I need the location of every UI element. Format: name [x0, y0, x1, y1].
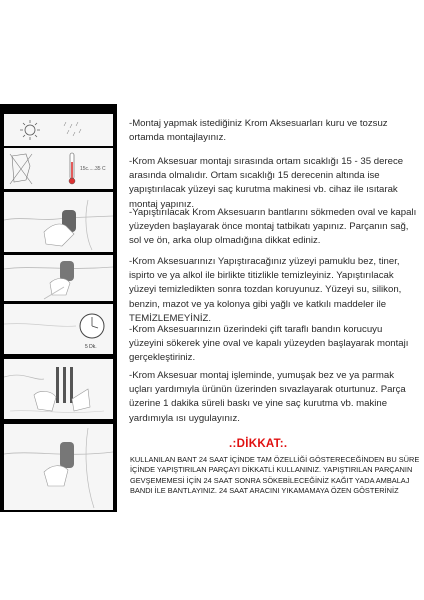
panel-dry-environment: [4, 114, 113, 146]
illustration-strip: [0, 104, 117, 512]
temperature-label: 15c.....35 C: [80, 166, 106, 172]
panel-press: [4, 424, 113, 510]
instruction-4: -Krom Aksesuarınızı Yapıştıracağınız yüzeyi pamuklu bez, tiner, ispirto ve ya alkol ile birlikte titizlikle temizleyiniz. Yapıştırılacak yüzeyi temizledikten sonra tozdan koruyunuz. Yüzeyi su, silikon, benzin, mazot ve ya kolonya gibi yağlı ve katkılı maddeler ile TEMİZLEMEYİNİZ.: [129, 256, 402, 324]
thermometer-icon: [69, 153, 75, 184]
warning-title: .:DİKKAT:.: [229, 438, 288, 450]
instruction-6: -Krom Aksesuar montaj işleminde, yumuşak bez ve ya parmak uçları yardımıyla ürünün üzerinden sıvazlayarak oturtunuz. Parça üzerine 1 dakika süreli baskı ve yine saç kurutma vb. makine yardımıyla ısı uygulayınız.: [129, 370, 406, 424]
warning-body: KULLANILAN BANT 24 SAAT İÇİNDE TAM ÖZELLİĞİ GÖSTERECEĞİNDEN BU SÜRE İÇİNDE YAPIŞTIRILAN PARÇAYI DİKKATLİ KULLANINIZ. YAPIŞTIRILAN PARÇANIN GEVŞEMEMESİ İÇİN 24 SAAT SONRA SÖKEBİLECEĞİNİZ KAĞIT YADA AMBALAJ BANDI İLE BANTLAYINIZ. 24 SAAT ARACINI YIKAMAMAYA ÖZEN GÖSTERİNİZ: [130, 455, 420, 496]
instruction-1: -Montaj yapmak istediğiniz Krom Aksesuarları kuru ve tozsuz ortamda montajlayınız.: [129, 118, 388, 144]
instruction-3: -Yapıştırılacak Krom Aksesuarın bantlarını sökmeden oval ve kapalı yüzeyden başlayarak önce montaj tatbikatı yapınız. Parçanın sağ, sol ve ön, arka olup olmadığına dikkat ediniz.: [129, 207, 417, 247]
panel-trial-fit: [4, 192, 113, 252]
clock-label: 5 Dk.: [85, 344, 97, 350]
instruction-5: -Krom Aksesuarınızın üzerindeki çift taraflı bandın korucuyu yüzeyini sökerek yine oval ve kapalı yüzeyden başlayarak montajı gerçekleştiriniz.: [129, 324, 409, 364]
panel-peel-tape: [4, 359, 113, 419]
instruction-2: -Krom Aksesuar montajı sırasında ortam sıcaklığı 15 - 35 derece arasında olmalıdır. Ortam sıcaklığı 15 derecenin altında ise yapıştırılacak yüzeyi saç kurutma makinesi vb. cihaz ile ısıtarak montaj yapınız.: [129, 156, 404, 210]
sun-icon: [4, 114, 113, 146]
panel-cleaning: [4, 255, 113, 301]
hand-icon: [10, 154, 32, 184]
panel-temperature: [4, 148, 113, 189]
clock-icon: [80, 314, 104, 338]
panel-wait: [4, 304, 113, 354]
